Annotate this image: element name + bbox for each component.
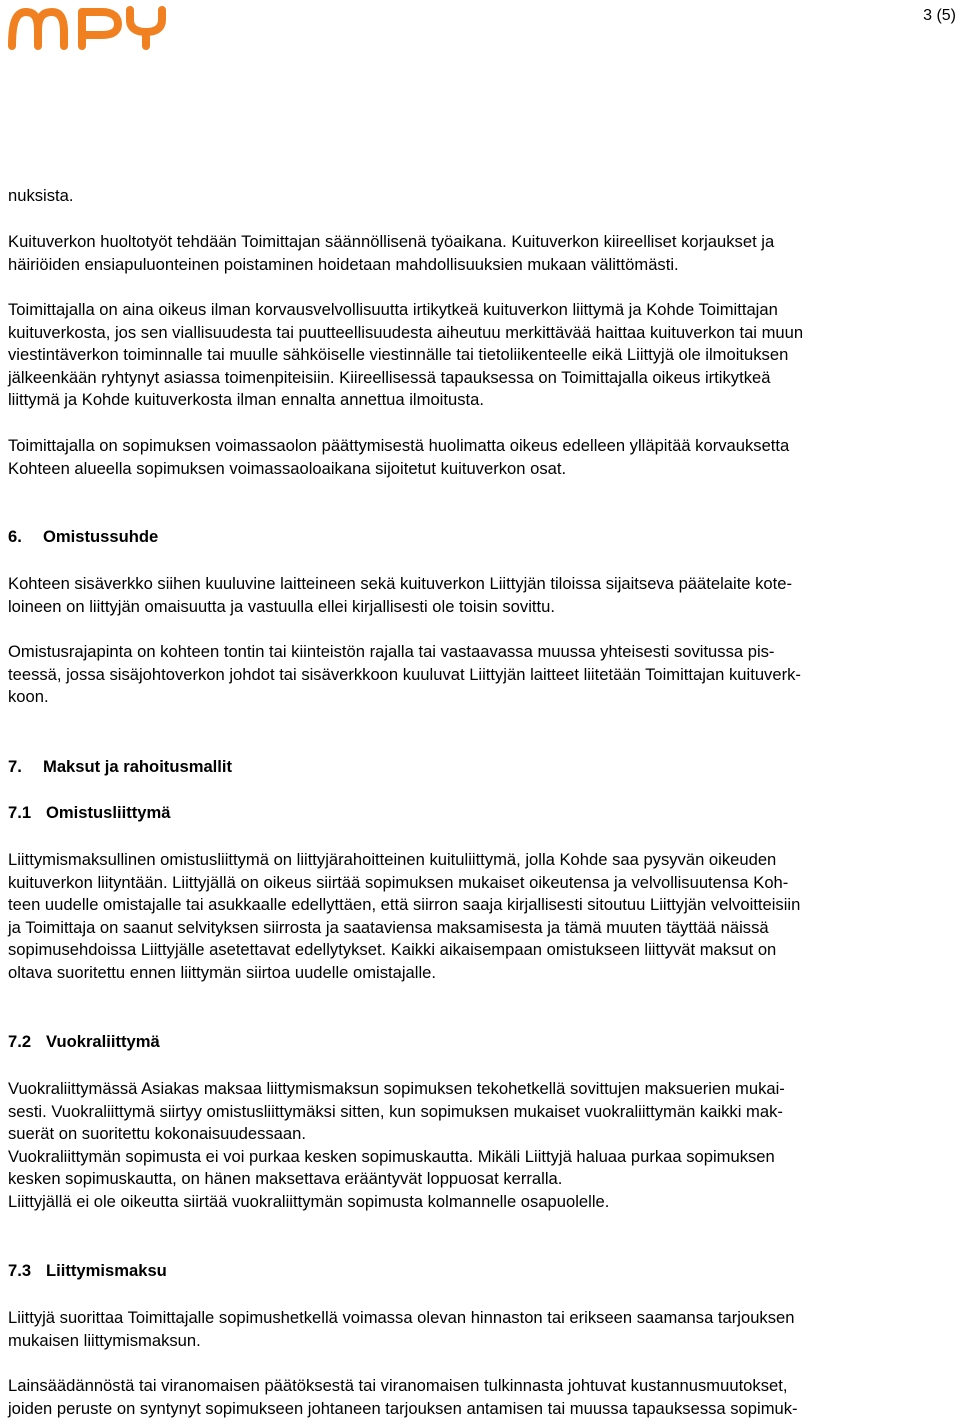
page-number: 3 (5) bbox=[923, 7, 956, 24]
paragraph-maintenance-rights: Toimittajalla on sopimuksen voimassaolon päättymisestä huolimatta oikeus edelleen ylläpitää korvauksetta Kohteen alueella sopimuksen voimassaoloaikana sijoitetut kuituverkon osat. bbox=[8, 436, 790, 478]
section-heading-7: 7. Maksut ja rahoitusmallit bbox=[8, 757, 233, 776]
section-heading-7-3: 7.3 Liittymismaksu bbox=[8, 1261, 167, 1280]
section-heading-6: 6. Omistussuhde bbox=[8, 527, 159, 546]
paragraph-ownership: Kohteen sisäverkko siihen kuuluvine laitteineen sekä kuituverkon Liittyjän tiloissa sijaitseva päätelaite kote- loineen on liittyjän omaisuutta ja vastuulla ellei kirjallisesti ole toisin sovittu. bbox=[8, 574, 793, 616]
paragraph-connection-fee: Liittyjä suorittaa Toimittajalle sopimushetkellä voimassa olevan hinnaston tai erikseen saamansa tarjouksen mukaisen liittymismaksun. bbox=[8, 1308, 795, 1350]
mpy-logo bbox=[6, 4, 176, 50]
paragraph-disconnection: Toimittajalla on aina oikeus ilman korvausvelvollisuutta irtikytkeä kuituverkon liittymä ja Kohde Toimittajan kuituverkosta, jos sen viallisuudesta tai puutteellisuudesta aiheutuu merkittävää haittaa kuituverkon tai muun viestintäverkon toiminnalle tai muulle sähköiselle viestinnälle tai tietoliikenteelle eikä Liittyjä ole ilmoituksen jälkeenkään ryhtynyt asiassa toimenpiteisiin. Kiireellisessä tapauksessa on Toimittajalla oikeus irtikytkeä liittymä ja Kohde kuituverkosta ilman ennalta annettua ilmoitusta. bbox=[8, 300, 804, 410]
paragraph-rental-connection: Vuokraliittymässä Asiakas maksaa liittymismaksun sopimuksen tekohetkellä sovittujen maksuerien mukai- sesti. Vuokraliittymä siirtyy omistusliittymäksi sitten, kun sopimuksen mukaiset vuokraliittymän kaikki mak- suerät on suoritettu kokonaisuudessaan. Vuokraliittymän sopimusta ei voi purkaa kesken sopimuskautta. Mikäli Liittyjä haluaa purkaa sopimuksen kesken sopimuskautta, on hänen maksettava erääntyvät loppuosat kerralla. Liittyjällä ei ole oikeutta siirtää vuokraliittymän sopimusta kolmannelle osapuolelle. bbox=[8, 1079, 785, 1211]
paragraph-continuation: nuksista. bbox=[8, 186, 74, 205]
paragraph-maintenance: Kuituverkon huoltotyöt tehdään Toimittajan säännöllisenä työaikana. Kuituverkon kiireelliset korjaukset ja häiriöiden ensiapuluonteinen poistaminen hoidetaan mahdollisuuksien mukaan välittömästi. bbox=[8, 232, 775, 274]
section-heading-7-1: 7.1 Omistusliittymä bbox=[8, 803, 171, 822]
section-heading-7-2: 7.2 Vuokraliittymä bbox=[8, 1032, 160, 1051]
paragraph-ownership-interface: Omistusrajapinta on kohteen tontin tai kiinteistön rajalla tai vastaavassa muussa yhteisesti sovitussa pis- teessä, jossa sisäjohtoverkon johdot tai sisäverkkoon kuuluvat Liittyjän laitteet liitetään Toimittajan kuituverk- koon. bbox=[8, 642, 801, 707]
paragraph-ownership-connection: Liittymismaksullinen omistusliittymä on liittyjärahoitteinen kuituliittymä, jolla Kohde saa pysyvän oikeuden kuituverkon liityntään. Liittyjällä on oikeus siirtää sopimuksen mukaiset oikeutensa ja velvollisuutensa Koh- teen uudelle omistajalle tai asukkaalle edellyttäen, että siirron saaja kirjallisesti sitoutuu Liittyjän velvoitteisiin ja Toimittaja on saanut selvityksen siirrosta ja saataviensa maksamisesta ja tämä muuten täyttää näissä sopimusehdoissa Liittyjälle asetettavat edellytykset. Kaikki aikaisempaan omistukseen liittyvät maksut on oltava suoritettu ennen liittymän siirtoa uudelle omistajalle. bbox=[8, 850, 801, 982]
paragraph-cost-changes: Lainsäädännöstä tai viranomaisen päätöksestä tai viranomaisen tulkinnasta johtuvat kustannusmuutokset, joiden peruste on syntynyt sopimukseen johtaneen tarjouksen antamisen tai muussa tapauksessa sopimuk- bbox=[8, 1376, 798, 1418]
